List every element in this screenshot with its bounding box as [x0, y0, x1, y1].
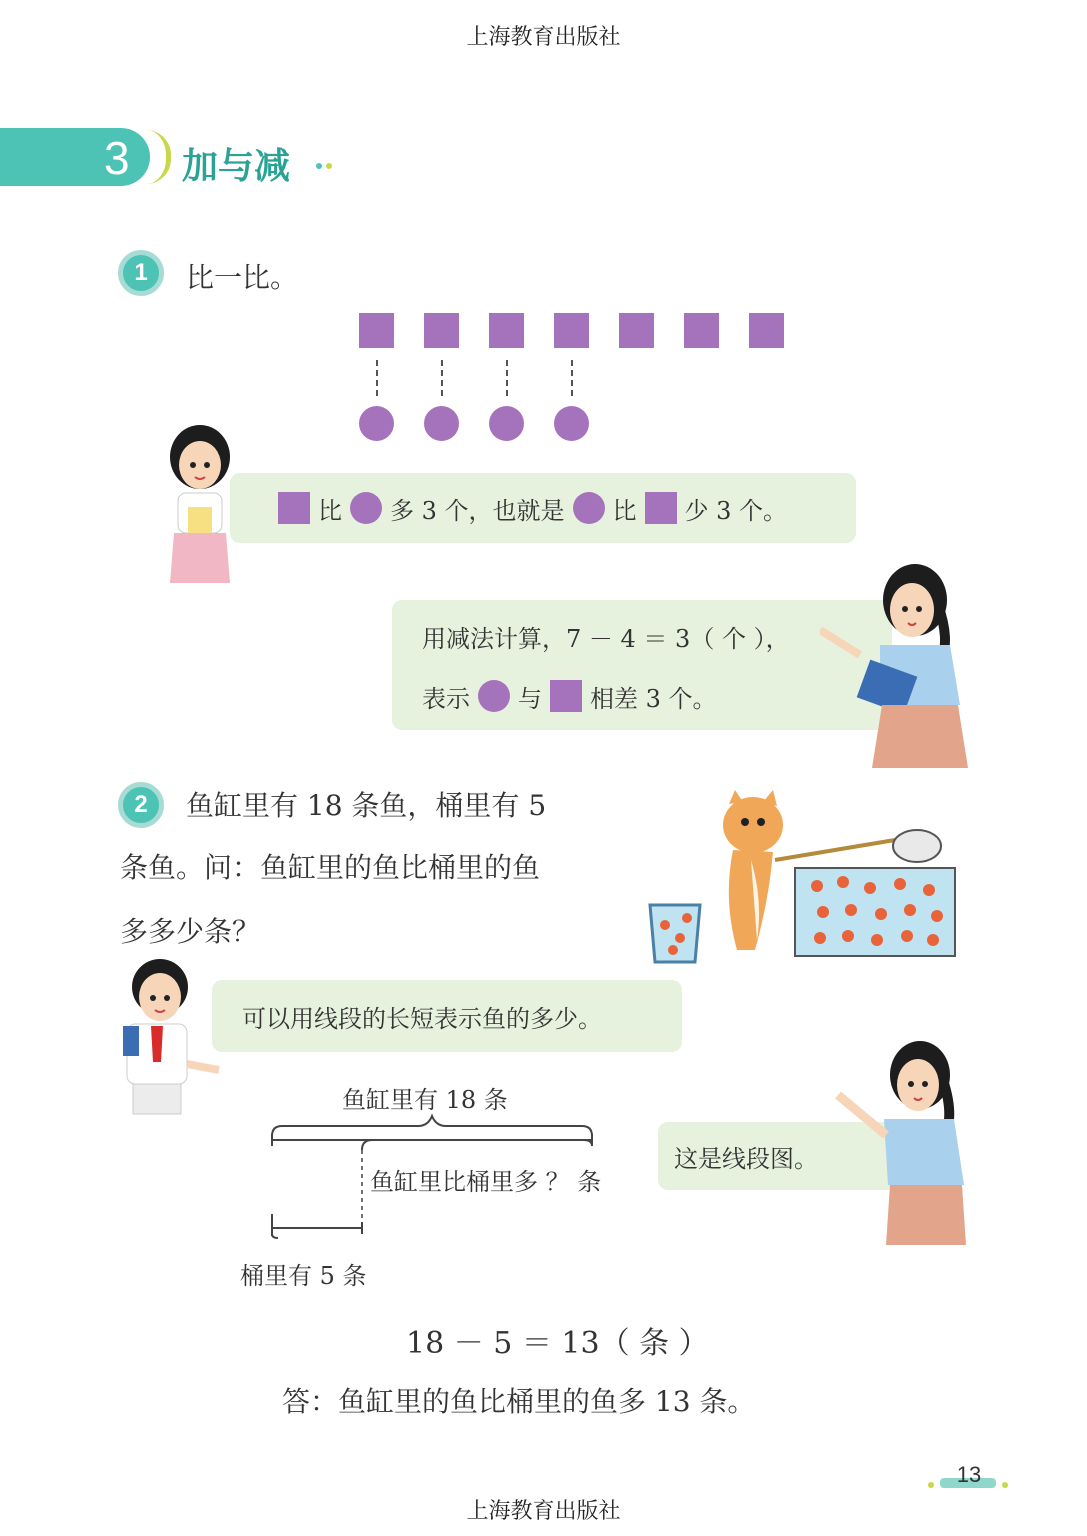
inline-square-icon	[550, 680, 582, 712]
page-dot-decoration	[928, 1482, 934, 1488]
bubble-text: 少 3 个。	[684, 496, 788, 525]
purple-square	[424, 313, 459, 348]
purple-circle	[359, 406, 394, 441]
inline-square-icon	[645, 492, 677, 524]
teacher-speech-line2	[422, 676, 717, 716]
question-2-line1: 鱼缸里有 18 条鱼，桶里有 5	[186, 789, 547, 822]
match-line	[571, 360, 573, 396]
match-line	[376, 360, 378, 396]
girl-speech-text	[278, 473, 787, 543]
publisher-header: 上海教育出版社	[466, 25, 621, 50]
bubble-text: 比	[612, 496, 637, 525]
inline-circle-icon	[478, 680, 510, 712]
purple-square	[749, 313, 784, 348]
answer: 答：鱼缸里的鱼比桶里的鱼多 13 条。	[282, 1385, 756, 1418]
title-dots-decoration	[316, 154, 336, 173]
equation: 18 － 5 ＝ 13（ 条 ）	[406, 1326, 709, 1361]
purple-square	[359, 313, 394, 348]
cat-fish-tank-illustration	[645, 790, 965, 965]
boy-speech-text: 可以用线段的长短表示鱼的多少。	[242, 1004, 602, 1033]
girl-illustration	[160, 415, 240, 585]
question-2-badge: 2	[118, 782, 164, 828]
question-1-text: 比一比。	[186, 261, 299, 294]
purple-circle	[554, 406, 589, 441]
question-2-line3: 多多少条？	[120, 915, 261, 948]
teacher-illustration	[820, 555, 970, 770]
diagram-top-label: 鱼缸里有 18 条	[342, 1086, 508, 1114]
question-1-badge: 1	[118, 250, 164, 296]
bubble-text: 相差 3 个。	[590, 684, 717, 713]
section-arc-decoration	[146, 130, 171, 184]
teacher2-illustration	[828, 1035, 978, 1247]
diagram-bottom-label: 桶里有 5 条	[240, 1262, 367, 1290]
teacher2-speech-text: 这是线段图。	[674, 1144, 818, 1173]
match-line	[506, 360, 508, 396]
page-dot-decoration	[1002, 1482, 1008, 1488]
purple-square	[684, 313, 719, 348]
purple-square	[619, 313, 654, 348]
purple-square	[489, 313, 524, 348]
section-title: 加与减	[182, 145, 291, 187]
purple-square	[554, 313, 589, 348]
purple-circle	[424, 406, 459, 441]
inline-circle-icon	[573, 492, 605, 524]
question-2-line2: 条鱼。问：鱼缸里的鱼比桶里的鱼	[120, 851, 541, 884]
match-line	[441, 360, 443, 396]
bubble-text: 表示	[422, 684, 470, 713]
bubble-text: 多 3 个，也就是	[390, 496, 565, 525]
inline-square-icon	[278, 492, 310, 524]
diagram-middle-label: 鱼缸里比桶里多 ？ 条	[370, 1168, 602, 1196]
inline-circle-icon	[350, 492, 382, 524]
publisher-footer: 上海教育出版社	[466, 1499, 621, 1524]
teacher-speech-line1: 用减法计算，7 － 4 ＝ 3（ 个 ），	[422, 624, 790, 653]
purple-circle	[489, 406, 524, 441]
bubble-text: 与	[518, 684, 542, 713]
page-number: 13	[956, 1462, 982, 1487]
boy-illustration	[115, 952, 225, 1117]
bubble-text: 比	[318, 496, 342, 525]
section-number: 3	[104, 132, 130, 184]
